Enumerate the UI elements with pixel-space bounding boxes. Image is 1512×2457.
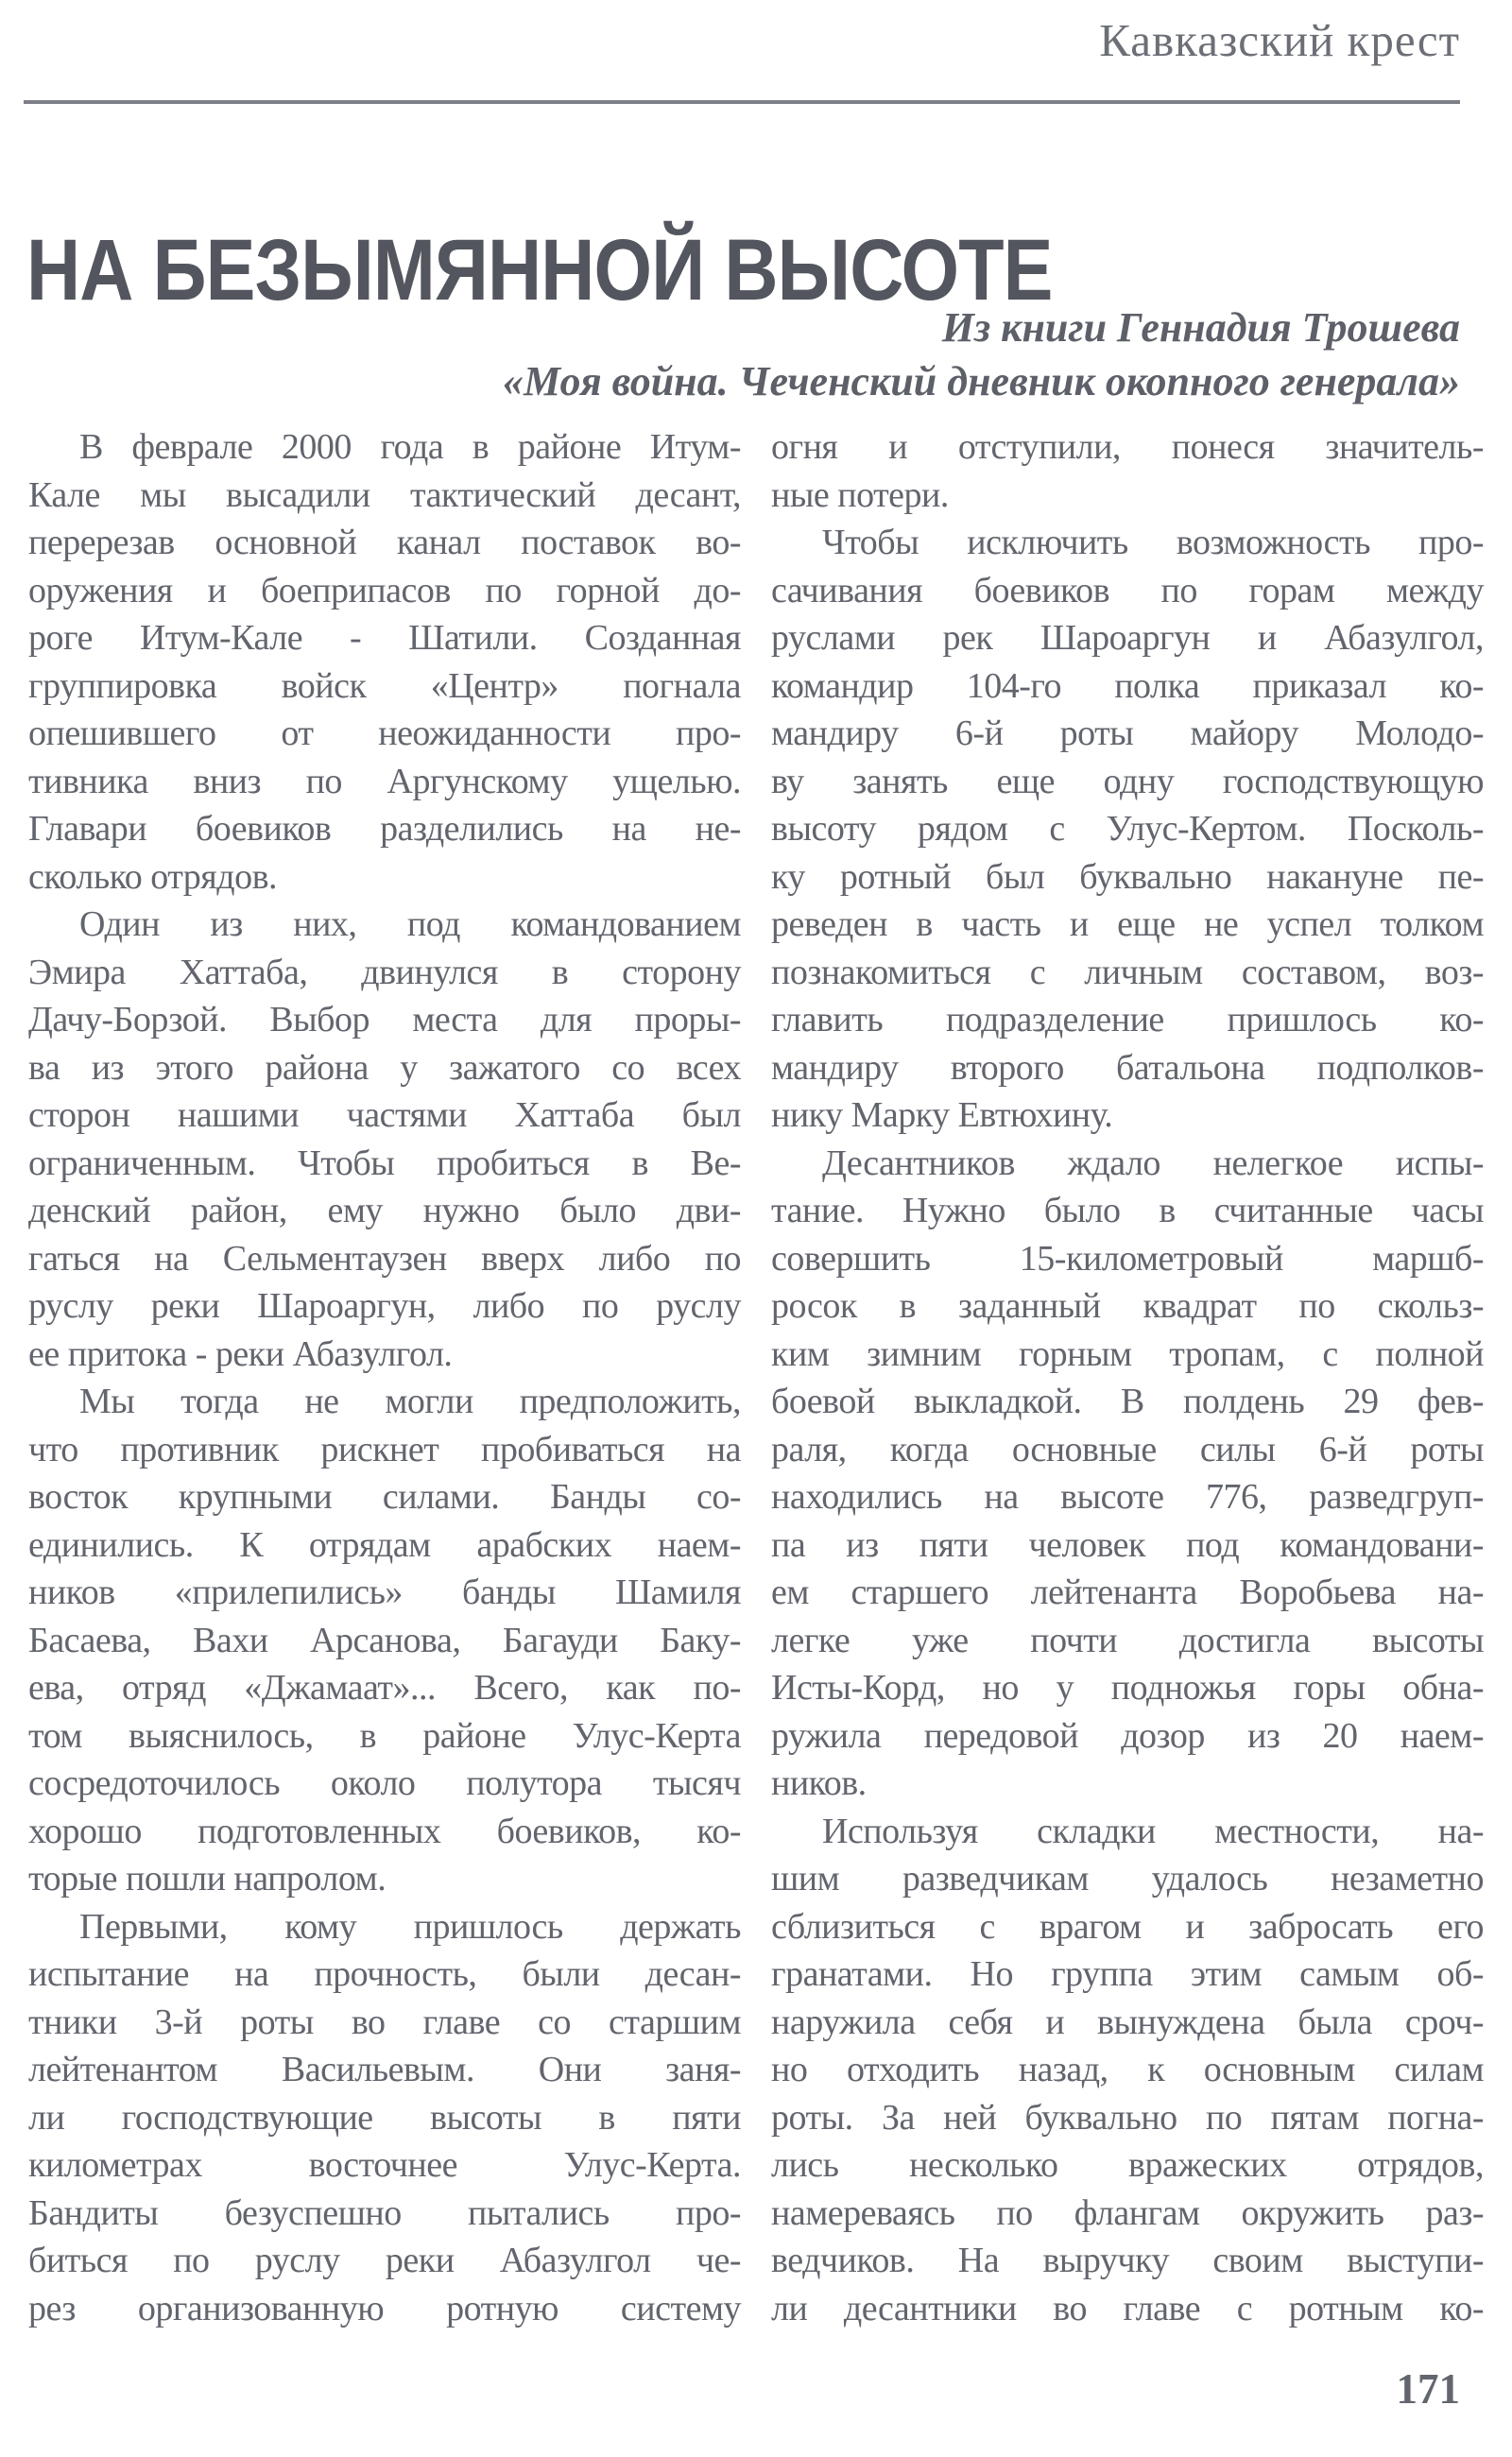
text-line: ведчиков. На выручку своим выступи- <box>771 2241 1484 2280</box>
text-line: Дачу-Борзой. Выбор места для проры- <box>28 1000 741 1040</box>
text-line: ева, отряд «Джамаат»... Всего, как по- <box>28 1668 741 1708</box>
page-title: НА БЕЗЫМЯННОЙ ВЫСОТЕ <box>26 221 1053 318</box>
text-line: ли десантники во главе с ротным ко- <box>771 2288 1484 2328</box>
text-line: тание. Нужно было в считанные часы <box>771 1191 1484 1230</box>
text-line: огня и отступили, понеся значитель- <box>771 427 1484 467</box>
text-line: Используя складки местности, на- <box>822 1811 1484 1851</box>
text-line: ников. <box>771 1763 867 1803</box>
text-line: сторон нашими частями Хаттаба был <box>28 1095 741 1135</box>
text-line: В феврале 2000 года в районе Итум- <box>79 427 741 467</box>
text-line: ем старшего лейтенанта Воробьева на- <box>771 1572 1484 1612</box>
text-columns <box>28 423 1484 2332</box>
text-line: что противник рискнет пробиваться на <box>28 1429 741 1469</box>
text-line: находились на высоте 776, разведгруп- <box>771 1477 1484 1517</box>
text-line: ружила передовой дозор из 20 наем- <box>771 1715 1484 1756</box>
text-line: Эмира Хаттаба, двинулся в сторону <box>28 952 741 992</box>
text-line: лись несколько вражеских отрядов, <box>771 2145 1484 2185</box>
text-line: легке уже почти достигла высоты <box>771 1620 1484 1660</box>
text-line: испытание на прочность, были десан- <box>28 1954 741 1994</box>
text-line: но отходить назад, к основным силам <box>771 2050 1484 2089</box>
byline <box>503 301 1460 408</box>
text-line: реведен в часть и еще не успел толком <box>771 904 1484 944</box>
page-number: 171 <box>1396 2365 1460 2413</box>
text-line: лейтенантом Васильевым. Они заня- <box>28 2050 741 2089</box>
text-line: торые пошли напролом. <box>28 1859 387 1899</box>
text-line: ников «прилепились» банды Шамиля <box>28 1572 741 1612</box>
text-line: Кале мы высадили тактический десант, <box>28 474 741 515</box>
text-line: Басаева, Вахи Арсанова, Багауди Баку- <box>28 1620 741 1660</box>
text-line: сблизиться с врагом и забросать его <box>771 1906 1484 1947</box>
text-column-left <box>28 423 741 2332</box>
text-line: наружила себя и вынуждена была сроч- <box>771 2002 1484 2042</box>
text-column-right <box>771 423 1484 2332</box>
text-line: перерезав основной канал поставок во- <box>28 523 741 562</box>
text-line: сосредоточилось около полутора тысяч <box>28 1763 741 1803</box>
text-line: намереваясь по флангам окружить раз- <box>771 2192 1484 2233</box>
text-line: Чтобы исключить возможность про- <box>822 523 1484 562</box>
text-line: совершить 15-километровый маршб- <box>771 1238 1484 1279</box>
text-line: Первыми, кому пришлось держать <box>79 1906 741 1947</box>
byline-source: Из книги Геннадия Трошева <box>941 304 1460 351</box>
text-line: Главари боевиков разделились на не- <box>28 809 741 849</box>
text-line: ограниченным. Чтобы пробиться в Ве- <box>28 1143 741 1183</box>
running-head: Кавказский крест <box>1099 14 1460 66</box>
text-line: сачивания боевиков по горам между <box>771 570 1484 610</box>
text-line: главить подразделение пришлось ко- <box>771 1000 1484 1040</box>
text-line: ные потери. <box>771 474 949 515</box>
text-line: Мы тогда не могли предположить, <box>79 1382 741 1421</box>
text-line: боевой выкладкой. В полдень 29 фев- <box>771 1382 1484 1421</box>
text-line: хорошо подготовленных боевиков, ко- <box>28 1811 741 1851</box>
text-line: оружения и боеприпасов по горной до- <box>28 570 741 610</box>
text-line: руслами рек Шароаргун и Абазулгол, <box>771 618 1484 658</box>
text-line: рез организованную ротную систему <box>28 2288 741 2328</box>
text-line: мандиру второго батальона подполков- <box>771 1047 1484 1088</box>
text-line: тивника вниз по Аргунскому ущелью. <box>28 761 741 801</box>
text-line: опешившего от неожиданности про- <box>28 713 741 753</box>
text-line: тники 3-й роты во главе со старшим <box>28 2002 741 2042</box>
header-rule <box>24 100 1460 104</box>
byline-book-title: «Моя война. Чеченский дневник окопного генерала» <box>503 358 1460 404</box>
text-line: Десантников ждало нелегкое испы- <box>822 1143 1484 1183</box>
text-line: роты. За ней буквально по пятам погна- <box>771 2097 1484 2138</box>
text-line: ким зимним горным тропам, с полной <box>771 1333 1484 1374</box>
text-line: километрах восточнее Улус-Керта. <box>28 2145 741 2185</box>
text-line: командир 104-го полка приказал ко- <box>771 665 1484 706</box>
text-line: денский район, ему нужно было дви- <box>28 1191 741 1230</box>
text-line: нику Марку Евтюхину. <box>771 1095 1113 1135</box>
text-line: гаться на Сельментаузен вверх либо по <box>28 1238 741 1279</box>
text-line: па из пяти человек под командовани- <box>771 1524 1484 1565</box>
text-line: ли господствующие высоты в пяти <box>28 2097 741 2138</box>
text-line: сколько отрядов. <box>28 856 278 897</box>
text-line: познакомиться с личным составом, воз- <box>771 952 1484 992</box>
text-line: ку ротный был буквально накануне пе- <box>771 856 1484 897</box>
text-line: ву занять еще одну господствующую <box>771 761 1484 801</box>
text-line: группировка войск «Центр» погнала <box>28 665 741 706</box>
text-line: том выяснилось, в районе Улус-Керта <box>28 1715 741 1756</box>
text-line: раля, когда основные силы 6-й роты <box>771 1429 1484 1469</box>
text-line: ва из этого района у зажатого со всех <box>28 1047 741 1088</box>
text-line: единились. К отрядам арабских наем- <box>28 1524 741 1565</box>
text-line: высоту рядом с Улус-Кертом. Посколь- <box>771 809 1484 849</box>
text-line: шим разведчикам удалось незаметно <box>771 1859 1484 1899</box>
text-line: роге Итум-Кале - Шатили. Созданная <box>28 618 741 658</box>
text-line: росок в заданный квадрат по скольз- <box>771 1286 1484 1326</box>
text-line: мандиру 6-й роты майору Молодо- <box>771 713 1484 753</box>
text-line: восток крупными силами. Банды со- <box>28 1477 741 1517</box>
text-line: гранатами. Но группа этим самым об- <box>771 1954 1484 1994</box>
text-line: биться по руслу реки Абазулгол че- <box>28 2241 741 2280</box>
text-line: Бандиты безуспешно пытались про- <box>28 2192 741 2233</box>
text-line: Один из них, под командованием <box>79 904 741 944</box>
text-line: ее притока - реки Абазулгол. <box>28 1333 453 1374</box>
text-line: руслу реки Шароаргун, либо по руслу <box>28 1286 741 1326</box>
text-line: Исты-Корд, но у подножья горы обна- <box>771 1668 1484 1708</box>
